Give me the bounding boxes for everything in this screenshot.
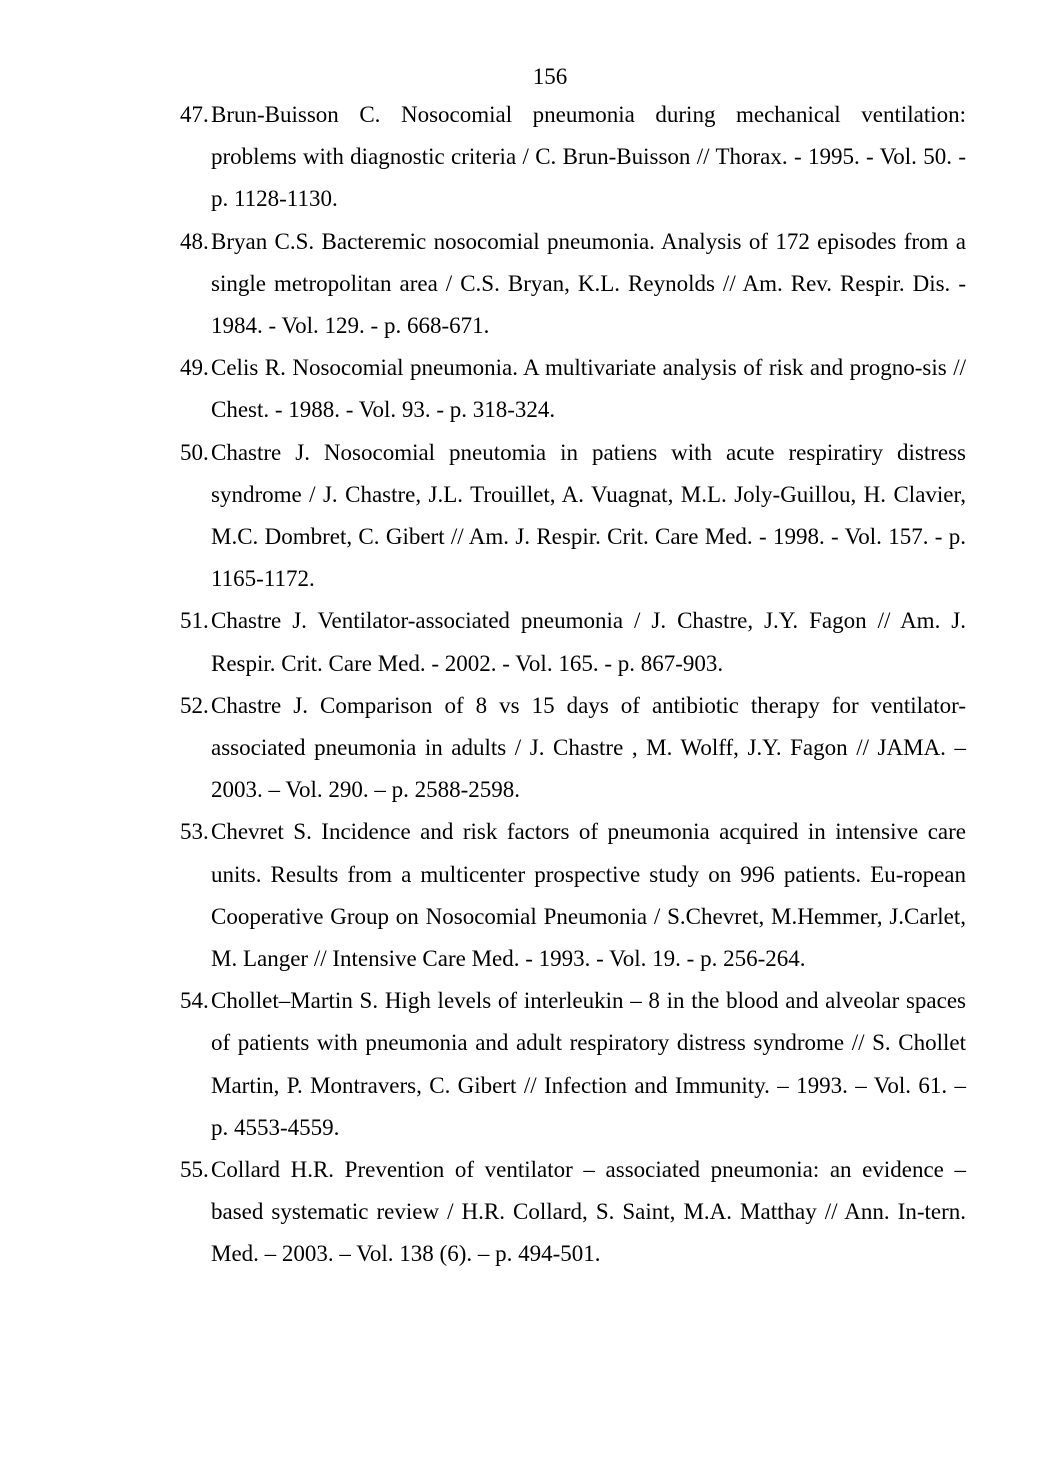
reference-number: 50. bbox=[180, 439, 209, 465]
reference-number: 51. bbox=[180, 608, 209, 634]
reference-number: 53. bbox=[180, 819, 209, 845]
reference-item-54 bbox=[180, 980, 966, 1149]
page-number: 156 bbox=[532, 64, 568, 89]
reference-item-51 bbox=[180, 600, 966, 684]
reference-text: Brun-Buisson C. Nosocomial pneumonia during mechanical ventilation: problems with diagnostic criteria / C. Brun-Buisson // Thorax. - 1995. - Vol. 50. - p. 1128-1130. bbox=[211, 102, 966, 212]
reference-text: Chastre J. Ventilator-associated pneumonia / J. Chastre, J.Y. Fagon // Am. J. Respir. Crit. Care Med. - 2002. - Vol. 165. - p. 867-903. bbox=[211, 608, 966, 676]
reference-list bbox=[180, 94, 966, 1276]
reference-number: 54. bbox=[180, 988, 209, 1014]
reference-text: Chevret S. Incidence and risk factors of pneumonia acquired in intensive care units. Results from a multicenter prospective study on 996 patients. Eu-ropean Cooperative Group on Nosocomial Pneumonia / S.Chevret, M.Hemmer, J.Carlet, M. Langer // Intensive Care Med. - 1993. - Vol. 19. - p. 256-264. bbox=[211, 819, 966, 972]
reference-text: Chastre J. Comparison of 8 vs 15 days of antibiotic therapy for ventilator-associated pneumonia in adults / J. Chastre , M. Wolff, J.Y. Fagon // JAMA. – 2003. – Vol. 290. – p. 2588-2598. bbox=[211, 692, 966, 803]
reference-text: Celis R. Nosocomial pneumonia. A multivariate analysis of risk and progno-sis // Chest. - 1988. - Vol. 93. - p. 318-324. bbox=[211, 355, 966, 423]
reference-text: Chollet–Martin S. High levels of interleukin – 8 in the blood and alveolar spaces of patients with pneumonia and adult respiratory distress syndrome // S. Chollet Martin, P. Montravers, C. Gibert // Infection and Immunity. – 1993. – Vol. 61. – p. 4553-4559. bbox=[211, 988, 966, 1140]
reference-item-48 bbox=[180, 221, 966, 348]
reference-number: 48. bbox=[180, 228, 209, 254]
reference-item-49 bbox=[180, 347, 966, 431]
reference-text: Collard H.R. Prevention of ventilator – associated pneumonia: an evidence – based systematic review / H.R. Collard, S. Saint, M.A. Matthay // Ann. In-tern. Med. – 2003. – Vol. 138 (6). – p. 494-501. bbox=[211, 1157, 966, 1267]
reference-item-50 bbox=[180, 432, 966, 601]
reference-item-47 bbox=[180, 94, 966, 221]
reference-item-55 bbox=[180, 1149, 966, 1276]
reference-number: 47. bbox=[180, 102, 209, 127]
reference-number: 55. bbox=[180, 1157, 209, 1183]
reference-item-53 bbox=[180, 811, 966, 980]
reference-text: Bryan C.S. Bacteremic nosocomial pneumonia. Analysis of 172 episodes from a single metropolitan area / C.S. Bryan, K.L. Reynolds // Am. Rev. Respir. Dis. - 1984. - Vol. 129. - p. 668-671. bbox=[211, 228, 966, 339]
reference-number: 49. bbox=[180, 355, 209, 381]
reference-number: 52. bbox=[180, 692, 209, 718]
reference-text: Chastre J. Nosocomial pneutomia in patiens with acute respiratiry distress syndrome / J. Chastre, J.L. Trouillet, A. Vuagnat, M.L. Joly-Guillou, H. Clavier, M.C. Dombret, C. Gibert // Am. J. Respir. Crit. Care Med. - 1998. - Vol. 157. - p. 1165-1172. bbox=[211, 439, 966, 592]
reference-item-52 bbox=[180, 685, 966, 812]
